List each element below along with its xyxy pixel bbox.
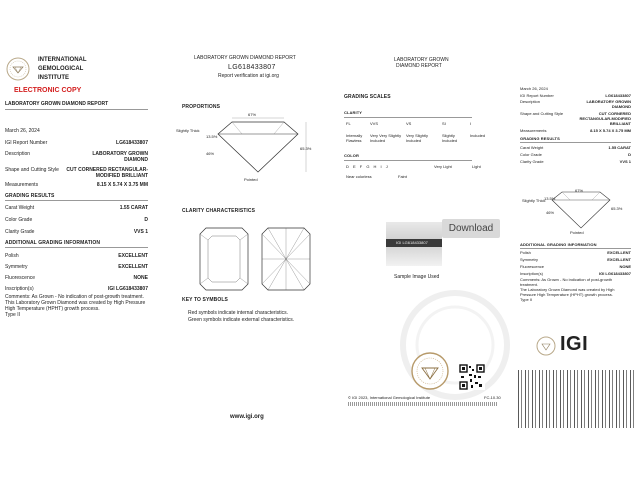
electronic-copy-label: ELECTRONIC COPY (14, 87, 82, 94)
right-header-line1: LABORATORY GROWN (394, 57, 449, 63)
grading-clarity: Clarity Grade VVS 1 (5, 229, 148, 235)
color-desc-3: Light (472, 164, 481, 169)
org-name-line1: INTERNATIONAL (38, 57, 87, 63)
card-additional-polish: Polish EXCELLENT (520, 250, 631, 255)
prop-girdle-thickness: Slightly Thick (176, 128, 200, 133)
field-description: Description LABORATORY GROWN DIAMOND (5, 151, 148, 163)
card-grading-carat: Carat Weight 1.55 CARAT (520, 145, 631, 150)
clarity-desc-2: Very Slightly Included (406, 133, 429, 143)
card-prop-table: 67% (575, 188, 584, 193)
card-additional-symmetry: Symmetry EXCELLENT (520, 257, 631, 262)
color-desc-0: Near colorless (346, 174, 372, 179)
copyright-text: © IGI 2023, International Gemological Institute (348, 395, 431, 400)
prop-culet: Pointed (244, 177, 258, 182)
diamond-bottom-view-diagram (262, 228, 310, 290)
field-report-number: IGI Report Number LG618433807 (5, 140, 148, 146)
clarity-desc-4: Included (470, 133, 486, 138)
additional-inscription: Inscription(s) IGI LG618433807 (5, 286, 148, 292)
grading-color: Color Grade D (5, 217, 148, 223)
color-scale-letters: D E F G H I J (346, 164, 388, 169)
form-code: FC-10.30 (484, 395, 501, 400)
clarity-grade-fl: FL (346, 121, 351, 126)
card-igi-seal-icon (536, 336, 556, 356)
additional-polish: Polish EXCELLENT (5, 253, 148, 259)
igi-seal-icon (6, 57, 30, 81)
key-to-symbols-heading: KEY TO SYMBOLS (182, 297, 228, 303)
card-igi-logo: IGI (560, 333, 589, 355)
card-additional-fluorescence: Fluorescence NONE (520, 264, 631, 269)
card-prop-pav: 46% (546, 210, 555, 215)
grading-scales-heading: GRADING SCALES (344, 94, 391, 100)
additional-symmetry: Symmetry EXCELLENT (5, 264, 148, 270)
middle-report-number: LG618433807 (228, 64, 276, 71)
card-prop-depth: 65.3% (611, 206, 623, 211)
qr-code-icon[interactable] (459, 364, 485, 390)
sample-image-caption: Sample Image Used (394, 274, 440, 280)
card-prop-crown: 13.5% (544, 196, 556, 201)
card-field-measurements: Measurements 8.15 X 5.74 X 3.75 MM (520, 128, 631, 133)
proportions-diagram (202, 112, 312, 182)
card-field-description: Description LABORATORY GROWN DIAMOND (520, 99, 631, 109)
card-field-report-number: IGI Report Number LG618433807 (520, 93, 631, 98)
diamond-top-view-diagram (200, 228, 248, 290)
report-title: LABORATORY GROWN DIAMOND REPORT (5, 101, 109, 107)
report-verification: Report verification at igi.org (218, 73, 279, 79)
right-header-line2: DIAMOND REPORT (396, 63, 442, 69)
card-security-print (518, 370, 636, 428)
middle-report-panel (170, 0, 330, 480)
additional-info-heading: ADDITIONAL GRADING INFORMATION (5, 240, 101, 246)
igi-gold-seal-icon (411, 352, 449, 390)
card-date: March 26, 2024 (520, 86, 548, 91)
prop-table-pct: 67% (248, 112, 257, 117)
org-name-line3: INSTITUTE (38, 75, 69, 81)
clarity-characteristics-heading: CLARITY CHARACTERISTICS (182, 208, 256, 214)
prop-pavilion-pct: 46% (206, 151, 215, 156)
sample-inscription-image (386, 222, 442, 266)
key-green-text: Green symbols indicate external characteristics. (188, 317, 295, 323)
key-red-text: Red symbols indicate internal characteristics. (188, 310, 289, 316)
color-desc-2: Very Light (434, 164, 452, 169)
left-report-panel (0, 0, 155, 480)
color-desc-1: Faint (398, 174, 407, 179)
download-button[interactable]: Download (442, 219, 500, 238)
security-barcode-strip (348, 402, 498, 406)
org-name-line2: GEMOLOGICAL (38, 66, 84, 72)
card-field-shape: Shape and Cutting Style CUT CORNERED RECTANGULAR-MODIFIED BRILLIANT (520, 111, 631, 126)
clarity-grade-si: SI (442, 121, 446, 126)
card-grading-heading: GRADING RESULTS (520, 136, 560, 141)
clarity-desc-3: Slightly Included (442, 133, 458, 143)
comments-text: Comments: As Grown - No indication of post-growth treatment. This Laboratory Grown Diamond was created by High Pressure High Temperature (HPHT) growth process. Type II (5, 294, 146, 318)
middle-header: LABORATORY GROWN DIAMOND REPORT (194, 55, 296, 61)
grading-results-heading: GRADING RESULTS (5, 193, 55, 199)
report-date: March 26, 2024 (5, 128, 40, 134)
additional-fluorescence: Fluorescence NONE (5, 275, 148, 281)
clarity-grade-vs: VS (406, 121, 412, 126)
clarity-grade-i: I (470, 121, 472, 126)
clarity-grade-vvs: VVS (370, 121, 379, 126)
card-prop-culet: Pointed (570, 230, 584, 235)
card-additional-inscription: Inscription(s) IGI LG618433807 (520, 271, 631, 276)
color-scale-label: COLOR (344, 153, 359, 158)
sample-inscription-text: IGI LG618433807 (396, 240, 428, 245)
card-grading-clarity: Clarity Grade VVS 1 (520, 159, 631, 164)
clarity-scale-label: CLARITY (344, 110, 363, 115)
proportions-heading: PROPORTIONS (182, 104, 221, 110)
grading-carat: Carat Weight 1.55 CARAT (5, 205, 148, 211)
card-additional-heading: ADDITIONAL GRADING INFORMATION (520, 242, 597, 247)
right-report-panel (338, 0, 510, 480)
clarity-desc-0: Internally Flawless (346, 133, 363, 143)
field-measurements: Measurements 8.15 X 5.74 X 3.75 MM (5, 182, 148, 188)
prop-crown-pct: 13.5% (206, 134, 218, 139)
card-prop-thick: Slightly Thick (522, 198, 546, 203)
card-grading-color: Color Grade D (520, 152, 631, 157)
website-link[interactable]: www.igi.org (230, 414, 264, 420)
field-shape: Shape and Cutting Style CUT CORNERED RECTANGULAR- MODIFIED BRILLIANT (5, 167, 148, 179)
clarity-desc-1: Very Very Slightly Included (370, 133, 402, 143)
prop-depth-pct: 65.3% (300, 146, 312, 151)
card-comments: Comments: As Grown - No indication of post-growth treatment. The Laboratory Grown Diamond was created by High Pressure High Temperature (HPHT) growth process. Type II (520, 277, 615, 302)
